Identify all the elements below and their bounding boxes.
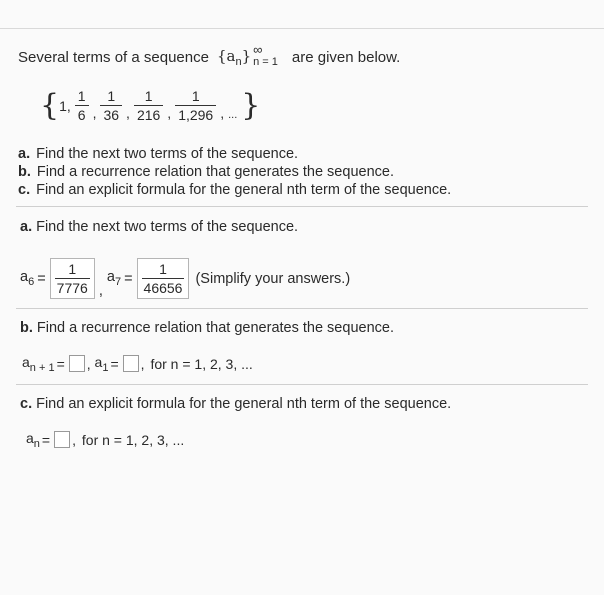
range-start: n = 1 <box>253 56 278 68</box>
a1-input[interactable] <box>123 355 139 372</box>
sequence-notation <box>217 47 251 68</box>
term-3-den: 36 <box>103 107 120 123</box>
brace-close: } <box>241 88 261 123</box>
a7-den: 46656 <box>143 280 183 296</box>
term-5 <box>175 88 216 123</box>
sequence-terms: { 1, $\frac{1}{6}$ , $\frac{1}{36}$ , $\frac{1}{216}$ , $\frac{1}{1,296}$ , ... } <box>40 88 261 123</box>
section-b-answers: $a_{n + 1}$ = , $a_1$ = , for n = 1, 2, 3, ... <box>22 354 253 374</box>
set-close: } <box>241 46 252 65</box>
term-5-num: 1 <box>191 88 200 104</box>
section-c-answers: $a_n$ = , for n = 1, 2, 3, ... <box>26 430 185 450</box>
a6-fraction <box>55 261 90 296</box>
section-divider <box>16 308 588 309</box>
top-divider <box>0 28 604 29</box>
a7-fraction <box>142 261 185 296</box>
section-divider <box>16 206 588 207</box>
problem-statement <box>18 42 401 68</box>
intro-after: are given below. <box>291 48 401 66</box>
simplify-hint: (Simplify your answers.) <box>195 270 351 287</box>
term-2-den: 6 <box>77 107 86 123</box>
term-3-num: 1 <box>107 88 116 104</box>
term-1: 1, <box>59 97 71 114</box>
intro-text: Several terms of a sequence <box>18 48 209 66</box>
section-a-answers: $a_6$ = $\frac{1}{7776}$ , $a_7$ = $\frac{1}{46656}$ (Simplify your answers.) <box>20 258 350 299</box>
a6-den: 7776 <box>56 280 88 296</box>
a1-label: $a_1$ <box>94 354 109 374</box>
explicit-range: for n = 1, 2, 3, ... <box>81 431 185 448</box>
part-c-instruction: c. Find an explicit formula for the general nth term of the sequence. <box>18 182 452 198</box>
recurrence-input[interactable] <box>69 355 85 372</box>
ellipsis: ... <box>228 109 238 121</box>
a6-answer-box[interactable] <box>50 258 95 299</box>
part-a-instruction: a. Find the next two terms of the sequence. <box>18 146 299 162</box>
part-b-instruction: b. Find a recurrence relation that generates the sequence. <box>18 164 394 180</box>
term-4-num: 1 <box>144 88 153 104</box>
term-4 <box>134 88 163 123</box>
brace-open: { <box>40 88 60 123</box>
explicit-lhs: $a_n$ <box>26 430 40 450</box>
recurrence-lhs: $a_{n + 1}$ <box>22 354 55 374</box>
term-5-den: 1,296 <box>178 107 214 123</box>
a6-num: 1 <box>68 261 77 277</box>
a7-label: $a_7$ <box>106 269 122 288</box>
section-c-heading: c. Find an explicit formula for the general nth term of the sequence. <box>20 396 452 412</box>
term-2 <box>75 88 89 123</box>
set-open: {a <box>216 46 236 65</box>
section-b-heading: b. Find a recurrence relation that generates the sequence. <box>20 320 394 336</box>
section-a-heading: a. Find the next two terms of the sequence. <box>20 219 299 235</box>
term-2-num: 1 <box>77 88 86 104</box>
section-divider <box>16 384 588 385</box>
a7-num: 1 <box>159 261 167 277</box>
explicit-formula-input[interactable] <box>54 431 70 448</box>
term-4-den: 216 <box>136 107 161 123</box>
a6-label: $a_6$ <box>20 269 35 288</box>
range-notation <box>253 44 278 68</box>
infinity-symbol: ∞ <box>253 42 263 57</box>
recurrence-range: for n = 1, 2, 3, ... <box>150 355 253 372</box>
a7-answer-box[interactable] <box>137 258 190 299</box>
set-sub: n <box>235 55 242 68</box>
term-3 <box>100 88 122 123</box>
